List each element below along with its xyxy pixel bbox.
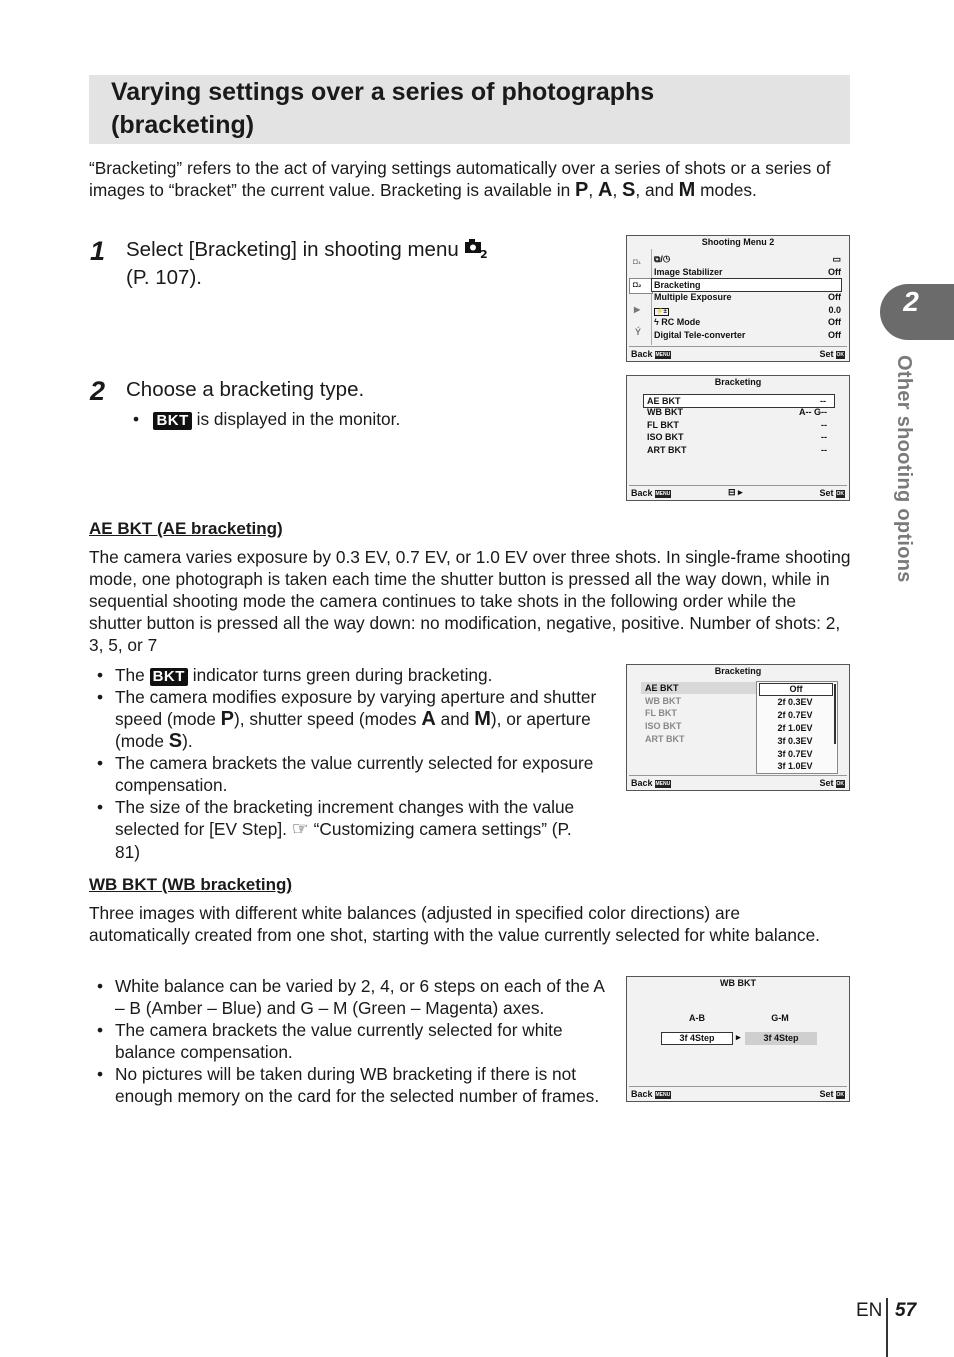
bracketing-row[interactable] bbox=[647, 419, 827, 431]
ae-bullet-1-post: indicator turns green during bracketing. bbox=[187, 665, 493, 685]
back-text: Back bbox=[631, 1089, 653, 1099]
ae-bullet-2 bbox=[89, 686, 599, 752]
mode-s: S bbox=[622, 179, 636, 201]
menu-tab-column bbox=[629, 249, 652, 345]
menu-row-label: RC Mode bbox=[661, 317, 701, 327]
right-arrow-icon: ▸ bbox=[736, 1032, 741, 1042]
chapter-label bbox=[893, 355, 919, 615]
wb-bkt-screen bbox=[626, 976, 850, 1102]
bracketing-row-label: ART BKT bbox=[647, 445, 687, 455]
bracketing-screen bbox=[626, 375, 850, 501]
bracketing-row-label: FL BKT bbox=[647, 420, 679, 430]
ae-bkt-options-screen bbox=[626, 664, 850, 791]
menu-row-value: Off bbox=[828, 267, 841, 277]
option-item-selected[interactable]: Off bbox=[759, 683, 833, 696]
intro-sep-1: , bbox=[588, 180, 598, 200]
page-title bbox=[111, 76, 831, 142]
chapter-number: 2 bbox=[903, 286, 919, 317]
ae-bkt-bullets bbox=[89, 664, 599, 863]
mode-p: P bbox=[220, 708, 235, 730]
step-1-number: 1 bbox=[90, 236, 106, 266]
screen-title: WB BKT bbox=[720, 978, 756, 988]
chapter-label-text: Other shooting options bbox=[893, 355, 915, 583]
back-text: Back bbox=[631, 778, 653, 788]
step-1-instruction: Select [Bracketing] in shooting menu bbox=[126, 238, 465, 261]
bracketing-row-label: WB BKT bbox=[647, 407, 683, 417]
mode-a: A bbox=[421, 708, 436, 730]
screen-title: Shooting Menu 2 bbox=[701, 237, 775, 247]
ok-button-icon: OK bbox=[836, 490, 844, 497]
bkt-type-label[interactable]: WB BKT bbox=[645, 696, 681, 706]
bracketing-row[interactable] bbox=[647, 444, 827, 456]
drive-self-timer-icon: ⧉/◷ bbox=[654, 254, 671, 264]
wb-bullet-1: • White balance can be varied by 2, 4, or 6 steps on each of the A – B (Amber – Blue) and G – M (Green – Magenta) axes. bbox=[89, 975, 607, 1019]
menu-row-label: Multiple Exposure bbox=[654, 292, 732, 302]
page-number: 57 bbox=[895, 1300, 917, 1321]
option-item[interactable]: 2f 0.7EV bbox=[777, 710, 813, 720]
intro-paragraph bbox=[89, 157, 849, 201]
screen-footer bbox=[629, 775, 847, 789]
ab-step-value[interactable]: 3f 4Step bbox=[661, 1032, 733, 1045]
ae-bullet-2-text: and bbox=[435, 709, 475, 729]
ab-axis-label: A-B bbox=[689, 1013, 705, 1023]
mode-s: S bbox=[168, 730, 183, 752]
drive-mode-row bbox=[654, 253, 841, 265]
intro-end: modes. bbox=[695, 180, 757, 200]
set-text: Set bbox=[819, 778, 834, 788]
ae-bullet-2-text: ), shutter speed (modes bbox=[234, 709, 422, 729]
set-text: Set bbox=[819, 349, 834, 359]
option-item[interactable]: 3f 1.0EV bbox=[777, 761, 813, 771]
menu-button-icon: MENU bbox=[655, 780, 671, 787]
set-text: Set bbox=[819, 488, 834, 498]
shooting-menu-2-screen bbox=[626, 235, 850, 362]
back-label[interactable] bbox=[631, 778, 671, 788]
mode-m: M bbox=[678, 179, 696, 201]
ok-button-icon: OK bbox=[836, 1091, 844, 1098]
bkt-type-label[interactable]: FL BKT bbox=[645, 708, 677, 718]
reference-pointer-icon: ☞ bbox=[291, 819, 309, 840]
flash-icon: ϟ bbox=[654, 317, 662, 327]
wb-bkt-body: Three images with different white balances (adjusted in specified color directions) are automatically created from one shot, starting with the value currently selected for white balance. bbox=[89, 903, 820, 945]
option-item[interactable]: 2f 1.0EV bbox=[777, 723, 813, 733]
bracketing-row-value: -- bbox=[821, 420, 827, 430]
menu-button-icon: MENU bbox=[655, 1091, 671, 1098]
ae-bullet-1 bbox=[89, 664, 599, 686]
bracketing-row-value: -- bbox=[821, 432, 827, 442]
bkt-indicator: BKT bbox=[150, 668, 188, 686]
back-label[interactable] bbox=[631, 488, 671, 498]
svg-text:2: 2 bbox=[480, 248, 489, 259]
page-title-line-1: Varying settings over a series of photographs bbox=[111, 78, 655, 106]
bracketing-row-value: -- bbox=[821, 445, 827, 455]
step-2-bullet-text: is displayed in the monitor. bbox=[191, 409, 401, 429]
menu-button-icon: MENU bbox=[655, 351, 671, 358]
set-label[interactable] bbox=[819, 488, 845, 498]
set-label[interactable] bbox=[819, 1089, 845, 1099]
menu-row-value: Off bbox=[828, 317, 841, 327]
flash-compensation-icon: ⚡± bbox=[656, 309, 667, 315]
set-text: Set bbox=[819, 1089, 834, 1099]
wb-bullet-3: • No pictures will be taken during WB bracketing if there is not enough memory on the card for the selected number of frames. bbox=[89, 1063, 607, 1107]
bracketing-row[interactable] bbox=[647, 431, 827, 443]
screen-title: Bracketing bbox=[714, 377, 762, 387]
wb-bullet-2: • The camera brackets the value currently selected for white balance compensation. bbox=[89, 1019, 607, 1063]
bkt-type-label[interactable]: AE BKT bbox=[645, 683, 679, 693]
menu-button-icon: MENU bbox=[655, 490, 671, 497]
ae-bullet-4 bbox=[89, 796, 599, 863]
scrollbar[interactable] bbox=[834, 684, 836, 744]
screen-footer bbox=[629, 485, 847, 499]
bracketing-row[interactable] bbox=[647, 406, 827, 418]
info-arrow-icon: ⊟ ▸ bbox=[728, 487, 743, 497]
bracketing-row-value: -- bbox=[820, 396, 826, 406]
menu-row-value: 0.0 bbox=[828, 305, 841, 315]
step-1-text bbox=[126, 236, 546, 292]
ae-bullet-2-text: The camera modifies exposure by varying aperture and shutter speed (mode bbox=[115, 687, 597, 729]
screen-footer bbox=[629, 346, 847, 360]
language-code: EN bbox=[856, 1300, 883, 1321]
step-2-bullet: • BKT is displayed in the monitor. bbox=[133, 409, 401, 429]
option-item[interactable]: 3f 0.3EV bbox=[777, 736, 813, 746]
camera-menu-2-icon bbox=[464, 237, 488, 259]
set-label[interactable] bbox=[819, 778, 845, 788]
bracketing-row-label: AE BKT bbox=[647, 396, 681, 406]
back-label[interactable] bbox=[631, 1089, 671, 1099]
gm-step-value[interactable]: 3f 4Step bbox=[745, 1032, 817, 1045]
ok-button-icon: OK bbox=[836, 351, 844, 358]
bkt-type-label[interactable]: ART BKT bbox=[645, 734, 685, 744]
menu-row[interactable] bbox=[654, 304, 841, 316]
ae-bullet-2-text: ), or aperture (mode bbox=[115, 709, 591, 751]
step-2-text: Choose a bracketing type. bbox=[126, 378, 365, 401]
page-title-line-2: (bracketing) bbox=[111, 111, 255, 139]
menu-row-label: Image Stabilizer bbox=[654, 267, 723, 277]
option-list[interactable] bbox=[756, 681, 838, 774]
screen-title: Bracketing bbox=[714, 666, 762, 676]
intro-sep-3: , and bbox=[635, 180, 679, 200]
bkt-indicator: BKT bbox=[153, 412, 191, 430]
ae-bullet-4-text: The size of the bracketing increment changes with the value selected for [EV Step]. bbox=[115, 797, 575, 839]
menu-row[interactable] bbox=[654, 329, 841, 341]
footer-divider bbox=[886, 1298, 888, 1357]
menu-row-label: Bracketing bbox=[654, 280, 701, 290]
menu-row[interactable] bbox=[654, 266, 841, 278]
bkt-type-label[interactable]: ISO BKT bbox=[645, 721, 682, 731]
step-1-page-ref: (P. 107). bbox=[126, 266, 202, 289]
set-label[interactable] bbox=[819, 349, 845, 359]
intro-sep-2: , bbox=[612, 180, 623, 200]
ae-bullet-3: • The camera brackets the value currently selected for exposure compensation. bbox=[89, 752, 599, 796]
mode-p: P bbox=[575, 179, 589, 201]
ae-bullet-1-pre: The bbox=[115, 665, 150, 685]
playback-tab-icon: ▶ bbox=[634, 305, 641, 314]
menu-row[interactable] bbox=[654, 291, 841, 303]
gm-axis-label: G-M bbox=[771, 1013, 789, 1023]
ok-button-icon: OK bbox=[836, 780, 844, 787]
bracketing-row-label: ISO BKT bbox=[647, 432, 684, 442]
back-text: Back bbox=[631, 488, 653, 498]
back-label[interactable] bbox=[631, 349, 671, 359]
bracketing-row-value: A-- G-- bbox=[799, 407, 827, 417]
camera-1-tab-icon: ◘₁ bbox=[633, 257, 642, 266]
ae-bkt-heading: AE BKT (AE bracketing) bbox=[89, 519, 283, 538]
option-item[interactable]: 2f 0.3EV bbox=[777, 697, 813, 707]
wb-bkt-heading: WB BKT (WB bracketing) bbox=[89, 875, 293, 894]
mode-m: M bbox=[474, 708, 491, 730]
option-item[interactable]: 3f 0.7EV bbox=[777, 749, 813, 759]
setup-wrench-icon: Ý bbox=[635, 327, 642, 337]
intro-text: “Bracketing” refers to the act of varying settings automatically over a series of shots or a series of images to “bracket” the current value. Bracketing is available in bbox=[89, 158, 831, 200]
ae-bkt-body: The camera varies exposure by 0.3 EV, 0.7 EV, or 1.0 EV over three shots. In single-frame shooting mode, one photograph is taken each time the shutter button is pressed all the way down, while in sequential shooting mode the camera continues to take shots in the following order while the shutter button is pressed all the way down: no modification, negative, positive. Number of shots: 2, 3, 5, or 7 bbox=[89, 547, 851, 655]
camera-2-tab-icon: ◘₂ bbox=[629, 278, 653, 294]
step-2-number: 2 bbox=[90, 376, 106, 406]
single-frame-icon: ▭ bbox=[832, 254, 841, 264]
menu-row[interactable] bbox=[654, 316, 841, 328]
ae-bullet-4-ref: “Customizing camera settings” (P. 81) bbox=[115, 819, 572, 862]
menu-row-value: Off bbox=[828, 292, 841, 302]
mode-a: A bbox=[597, 179, 613, 201]
back-text: Back bbox=[631, 349, 653, 359]
screen-footer bbox=[629, 1086, 847, 1100]
wb-bkt-bullets bbox=[89, 975, 607, 1107]
ae-bullet-2-text: ). bbox=[182, 731, 193, 751]
menu-row-selected[interactable] bbox=[651, 278, 842, 292]
menu-row-label: Digital Tele-converter bbox=[654, 330, 746, 340]
menu-row-value: Off bbox=[828, 330, 841, 340]
